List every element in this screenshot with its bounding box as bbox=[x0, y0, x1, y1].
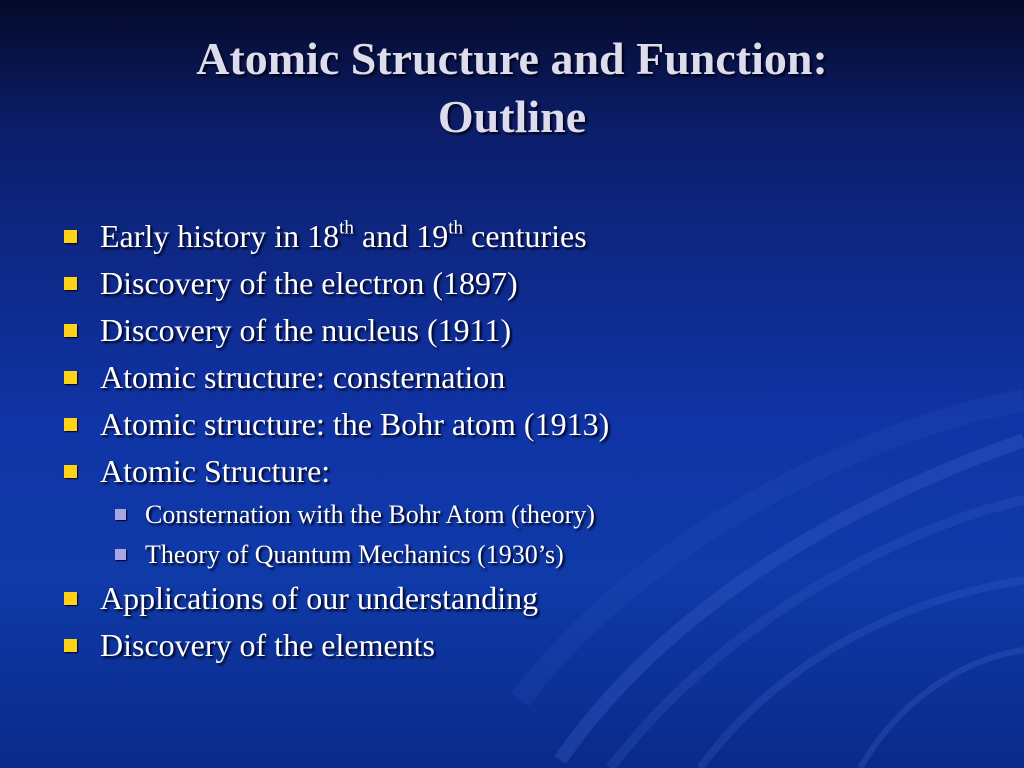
sub-square-bullet-icon bbox=[115, 549, 126, 560]
item-text: Atomic Structure: bbox=[100, 453, 331, 489]
list-item bbox=[62, 213, 982, 260]
item-text-part: and 19 bbox=[354, 218, 449, 254]
item-text: Discovery of the elements bbox=[100, 627, 435, 663]
item-text: Atomic structure: consternation bbox=[100, 359, 506, 395]
list-item bbox=[62, 354, 982, 401]
outline-list bbox=[62, 213, 982, 669]
sub-item-text: Consternation with the Bohr Atom (theory) bbox=[145, 500, 595, 529]
sub-list-item bbox=[62, 535, 982, 575]
sub-item-text: Theory of Quantum Mechanics (1930’s) bbox=[145, 540, 564, 569]
square-bullet-icon bbox=[64, 639, 77, 652]
item-text: Atomic structure: the Bohr atom (1913) bbox=[100, 406, 610, 442]
square-bullet-icon bbox=[64, 371, 77, 384]
list-item bbox=[62, 448, 982, 495]
list-item bbox=[62, 575, 982, 622]
slide-title bbox=[0, 30, 1024, 146]
superscript: th bbox=[448, 217, 464, 239]
sub-square-bullet-icon bbox=[115, 509, 126, 520]
superscript: th bbox=[339, 217, 355, 239]
square-bullet-icon bbox=[64, 324, 77, 337]
square-bullet-icon bbox=[64, 277, 77, 290]
square-bullet-icon bbox=[64, 418, 77, 431]
item-text-part: centuries bbox=[463, 218, 587, 254]
title-line-1: Atomic Structure and Function: bbox=[196, 33, 828, 84]
list-item bbox=[62, 401, 982, 448]
item-text: Discovery of the electron (1897) bbox=[100, 265, 518, 301]
square-bullet-icon bbox=[64, 465, 77, 478]
item-text-part: Early history in 18 bbox=[100, 218, 340, 254]
item-text: Applications of our understanding bbox=[100, 580, 539, 616]
square-bullet-icon bbox=[64, 592, 77, 605]
list-item bbox=[62, 260, 982, 307]
list-item bbox=[62, 622, 982, 669]
item-text: Discovery of the nucleus (1911) bbox=[100, 312, 512, 348]
square-bullet-icon bbox=[64, 230, 77, 243]
title-line-2: Outline bbox=[437, 91, 587, 142]
sub-list-item bbox=[62, 495, 982, 535]
list-item bbox=[62, 307, 982, 354]
